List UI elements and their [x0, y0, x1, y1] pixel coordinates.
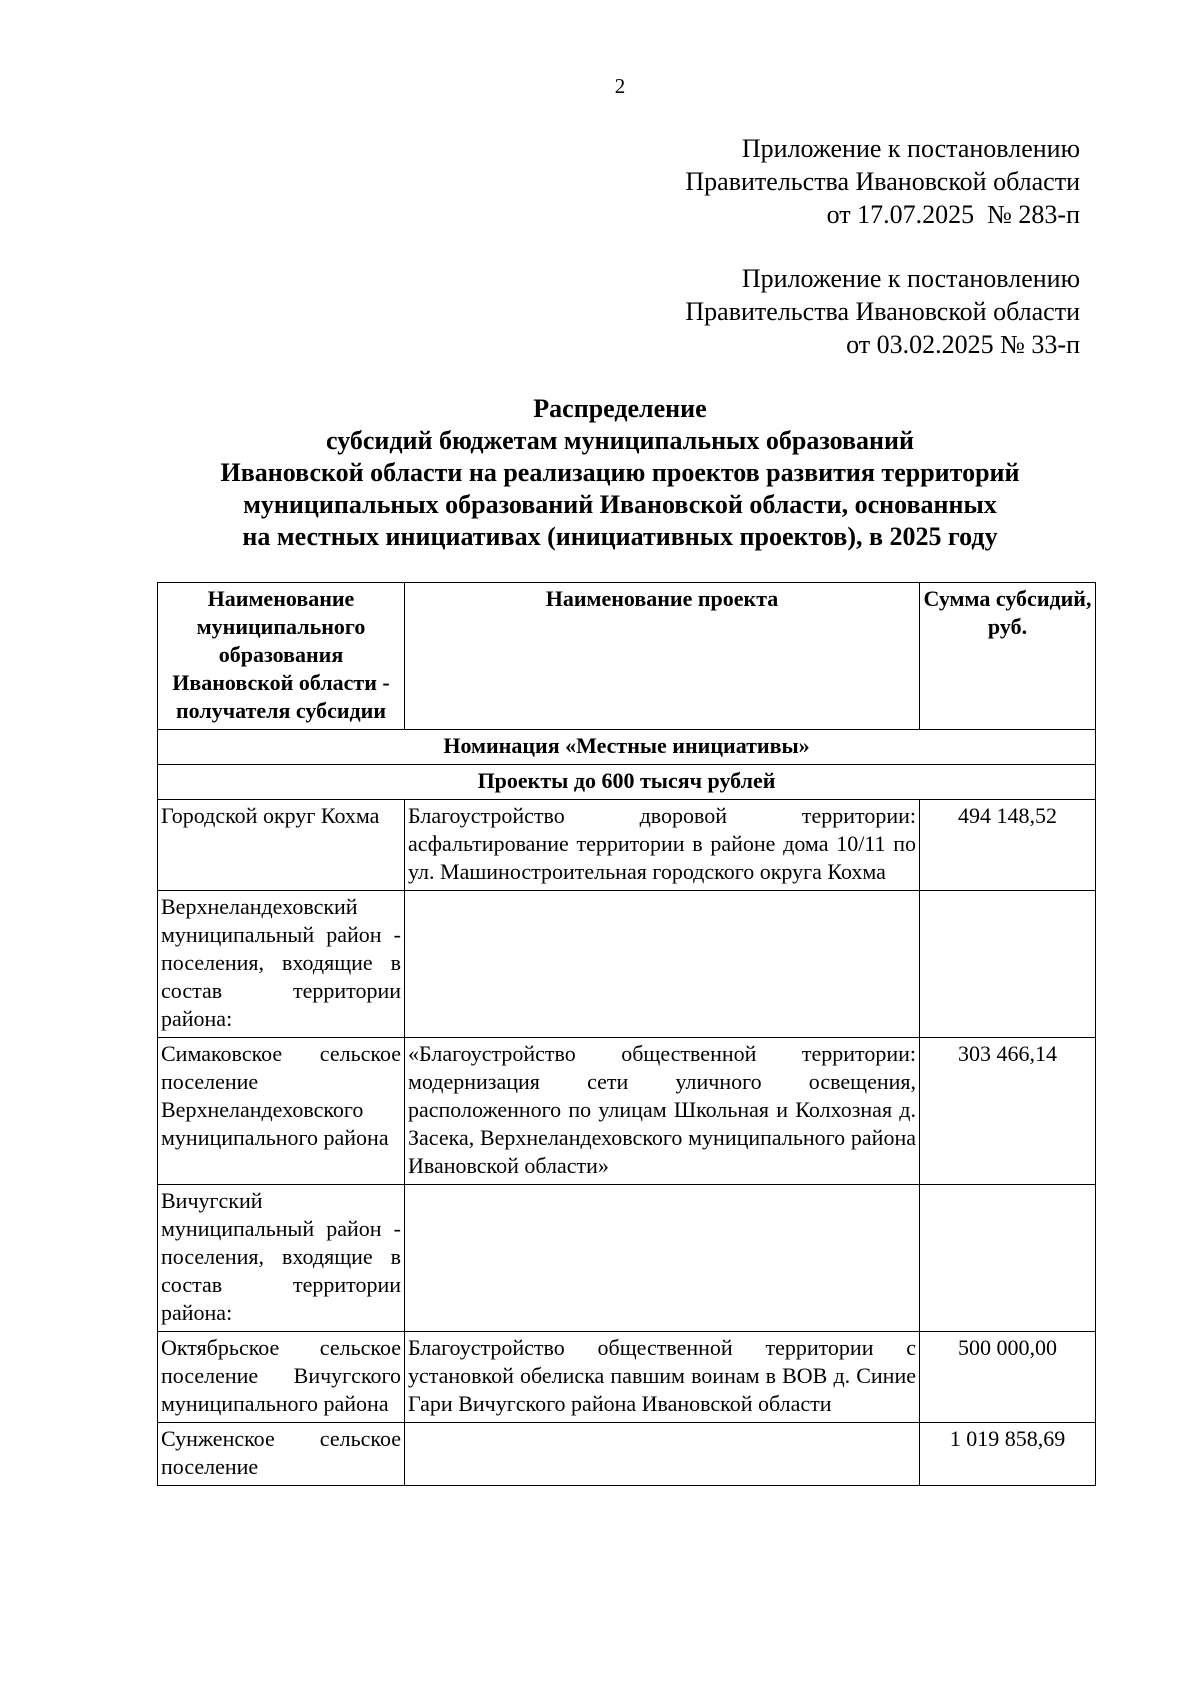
municipality-cell: Симаковское сельское поселение Верхнеландеховского муниципального района: [158, 1038, 405, 1185]
amount-cell: 1 019 858,69: [920, 1423, 1096, 1486]
table-row: [158, 1332, 1096, 1423]
appendix-original-line1: Приложение к постановлению: [741, 264, 1080, 293]
title-line4: муниципальных образований Ивановской области, основанных: [243, 490, 997, 519]
municipality-cell: Октябрьское сельское поселение Вичугского муниципального района: [158, 1332, 405, 1423]
title-line5: на местных инициативах (инициативных проектов), в 2025 году: [242, 522, 998, 551]
municipality-cell: Вичугский муниципальный район - поселения, входящие в состав территории района:: [158, 1185, 405, 1332]
appendix-original-line2: Правительства Ивановской области: [685, 297, 1080, 326]
municipality-cell: Верхнеландеховский муниципальный район - поселения, входящие в состав территории района:: [158, 891, 405, 1038]
project-cell: [405, 1423, 920, 1486]
nomination-row: [158, 730, 1096, 765]
appendix-original-line3: от 03.02.2025 № 33-п: [846, 330, 1080, 359]
title-line3: Ивановской области на реализацию проектов развития территорий: [220, 458, 1020, 487]
amount-cell: [920, 1185, 1096, 1332]
amount-cell: 494 148,52: [920, 800, 1096, 891]
document-title: [140, 393, 1100, 553]
header-project: Наименование проекта: [405, 583, 920, 730]
project-cell: [405, 1185, 920, 1332]
appendix-current-line2: Правительства Ивановской области: [685, 167, 1080, 196]
project-cell: Благоустройство общественной территории с установкой обелиска павшим воинам в ВОВ д. Синие Гари Вичугского района Ивановской области: [405, 1332, 920, 1423]
page-number: 2: [614, 74, 626, 98]
title-line2: субсидий бюджетам муниципальных образований: [326, 426, 914, 455]
header-municipality: Наименование муниципального образования Ивановской области - получателя субсидии: [158, 583, 405, 730]
appendix-current-line3: от 17.07.2025 № 283-п: [826, 200, 1080, 229]
municipality-cell: Городской округ Кохма: [158, 800, 405, 891]
amount-cell: 500 000,00: [920, 1332, 1096, 1423]
project-cell: «Благоустройство общественной территории: модернизация сети уличного освещения, расположенного по улицам Школьная и Колхозная д. Засека, Верхнеландеховского муниципального района Ивановской области»: [405, 1038, 920, 1185]
appendix-original-block: [685, 262, 1080, 361]
table-row: [158, 800, 1096, 891]
title-line1: Распределение: [533, 394, 707, 423]
appendix-current-block: [685, 132, 1080, 231]
amount-cell: [920, 891, 1096, 1038]
project-cell: [405, 891, 920, 1038]
municipality-cell: Сунженское сельское поселение: [158, 1423, 405, 1486]
table-header-row: [158, 583, 1096, 730]
subsidies-table: [157, 582, 1096, 1486]
subsection-label: Проекты до 600 тысяч рублей: [158, 765, 1096, 800]
table-row: [158, 1423, 1096, 1486]
table-row: [158, 1185, 1096, 1332]
subsection-row: [158, 765, 1096, 800]
table-row: [158, 1038, 1096, 1185]
nomination-label: Номинация «Местные инициативы»: [158, 730, 1096, 765]
appendix-current-line1: Приложение к постановлению: [741, 134, 1080, 163]
header-amount: Сумма субсидий, руб.: [920, 583, 1096, 730]
amount-cell: 303 466,14: [920, 1038, 1096, 1185]
project-cell: Благоустройство дворовой территории: асфальтирование территории в районе дома 10/11 по ул. Машиностроительная городского округа Кохма: [405, 800, 920, 891]
table-row: [158, 891, 1096, 1038]
